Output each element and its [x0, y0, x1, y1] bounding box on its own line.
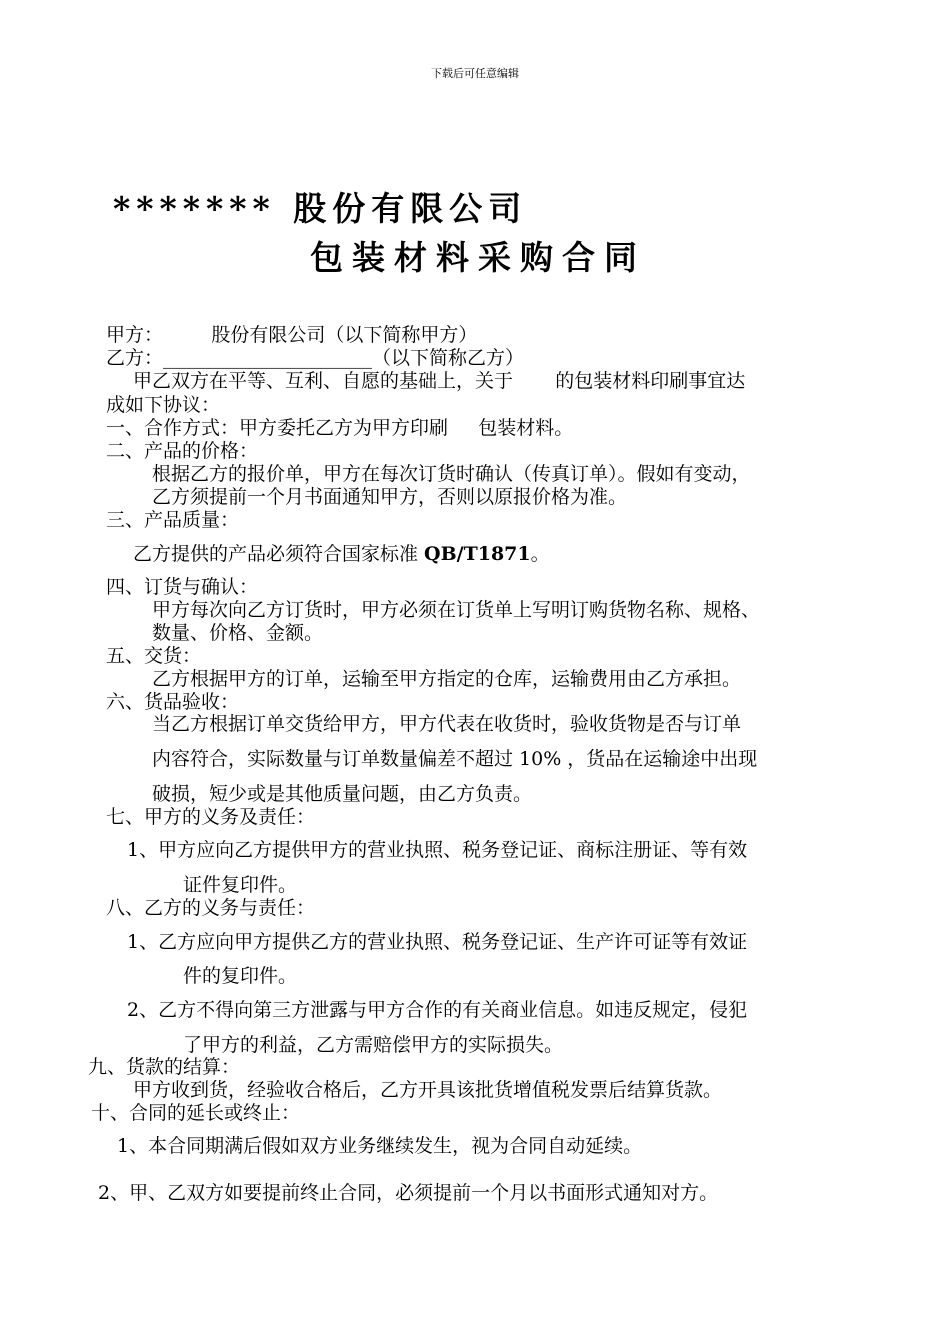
section-10-heading: 十、合同的延长或终止：: [91, 1102, 301, 1124]
title-company: ******* 股份有限公司: [113, 189, 528, 228]
section-10-item-2: 2、甲、乙双方如要提前终止合同，必须提前一个月以书面形式通知对方。: [98, 1182, 719, 1204]
section-7-heading: 七、甲方的义务及责任：: [106, 806, 316, 828]
section-8-heading: 八、乙方的义务与责任：: [106, 897, 316, 919]
section-3-text-main: 乙方提供的产品必须符合国家标准: [133, 543, 425, 565]
section-8-item-1: 1、乙方应向甲方提供乙方的营业执照、税务登记证、生产许可证等有效证: [127, 931, 748, 953]
section-8-item-1-cont: 件的复印件。: [183, 965, 298, 987]
section-2-heading: 二、产品的价格：: [106, 440, 259, 462]
section-5-heading: 五、交货：: [106, 645, 202, 667]
section-10-item-1: 1、本合同期满后假如双方业务继续发生，视为合同自动延续。: [117, 1135, 643, 1157]
party-a-line: 甲方： 股份有限公司（以下简称甲方）: [106, 324, 478, 346]
section-9-text: 甲方收到货，经验收合格后，乙方开具该批货增值税发票后结算货款。: [133, 1079, 723, 1101]
section-1-cooperation: 一、合作方式：甲方委托乙方为甲方印刷 包装材料。: [106, 417, 574, 439]
section-6-heading: 六、货品验收：: [106, 691, 240, 713]
section-9-heading: 九、货款的结算：: [88, 1056, 241, 1078]
section-4-heading: 四、订货与确认：: [106, 576, 259, 598]
section-3-text-end: 。: [530, 543, 550, 565]
intro-line-1: 甲乙双方在平等、互利、自愿的基础上，关于 的包装材料印刷事宜达: [133, 370, 746, 392]
section-2-text-1: 根据乙方的报价单，甲方在每次订货时确认（传真订单）。假如有变动，: [152, 463, 751, 485]
section-5-text: 乙方根据甲方的订单，运输至甲方指定的仓库，运输费用由乙方承担。: [152, 668, 742, 690]
section-6-text-2: 内容符合，实际数量与订单数量偏差不超过 10% ，货品在运输途中出现: [152, 748, 758, 770]
section-2-text-2: 乙方须提前一个月书面通知甲方，否则以原报价格为准。: [152, 486, 628, 508]
section-3-heading: 三、产品质量：: [106, 509, 240, 531]
intro-line-2: 成如下协议：: [106, 394, 221, 416]
section-8-item-2-cont: 了甲方的利益，乙方需赔偿甲方的实际损失。: [183, 1034, 564, 1056]
section-7-item-1-cont: 证件复印件。: [183, 874, 298, 896]
section-7-item-1: 1、甲方应向乙方提供甲方的营业执照、税务登记证、商标注册证、等有效: [127, 839, 748, 861]
section-6-text-3: 破损，短少或是其他质量问题，由乙方负责。: [152, 783, 533, 805]
quality-standard-code: QB/T1871: [424, 543, 531, 565]
page-header: 下载后可任意编辑: [431, 67, 519, 80]
section-4-text-1: 甲方每次向乙方订货时，甲方必须在订货单上写明订购货物名称、规格、: [152, 599, 761, 621]
section-8-item-2: 2、乙方不得向第三方泄露与甲方合作的有关商业信息。如违反规定，侵犯: [127, 999, 748, 1021]
section-6-text-1: 当乙方根据订单交货给甲方，甲方代表在收货时，验收货物是否与订单: [152, 713, 742, 735]
title-contract: 包装材料采购合同: [310, 238, 646, 277]
section-4-text-2: 数量、价格、金额。: [152, 622, 324, 644]
party-b-line: 乙方：______________________（以下简称乙方）: [106, 347, 525, 369]
section-3-text: [133, 545, 550, 564]
